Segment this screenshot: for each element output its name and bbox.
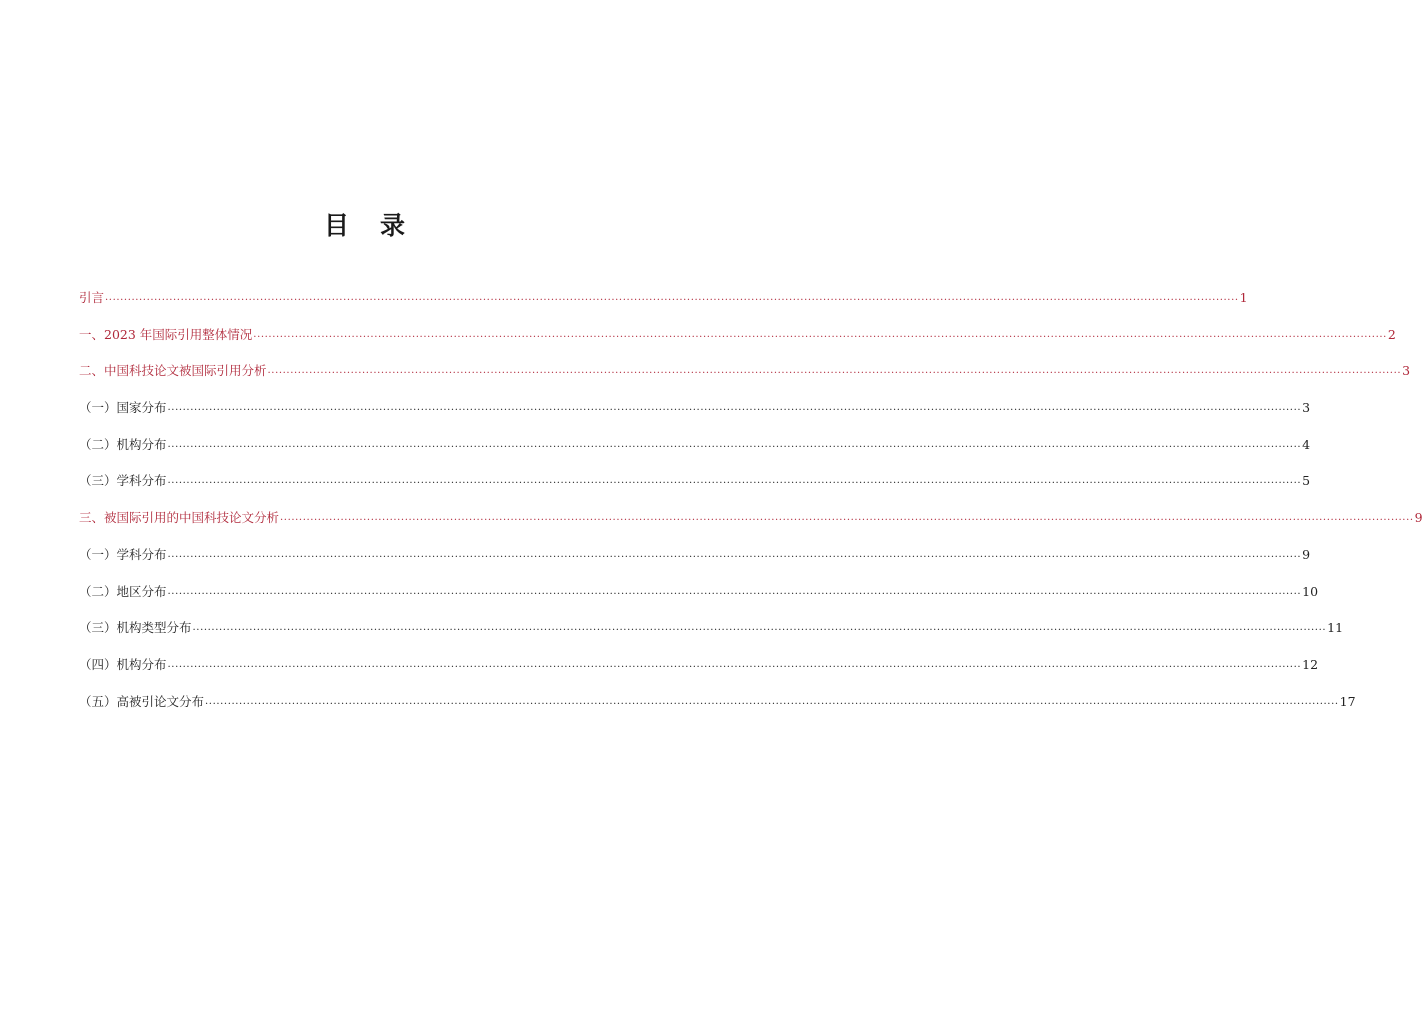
toc-entry[interactable] — [79, 362, 1411, 399]
toc-leader-dots: ............................................................................................................................................................................................................................................................................................................ — [105, 292, 1239, 303]
toc-page-number: 9 — [1302, 546, 1311, 562]
toc-leader-dots: ............................................................................................................................................................................................................................................................................................................ — [167, 438, 1302, 450]
toc-entry-text: 三、被国际引用的中国科技论文分析 — [79, 510, 280, 526]
toc-leader-dots: ............................................................................................................................................................................................................................................................................................................ — [167, 402, 1302, 414]
toc-entry[interactable] — [79, 399, 1311, 436]
toc-page-number: 9 — [1414, 510, 1423, 526]
toc-entry-text: （二）地区分布 — [79, 583, 167, 599]
toc-page-number: 4 — [1302, 436, 1311, 452]
toc-entry[interactable] — [79, 472, 1311, 509]
toc-page-number: 2 — [1387, 326, 1396, 342]
toc-entry[interactable] — [79, 436, 1311, 473]
toc-title-char-1: 目 — [323, 211, 350, 240]
toc-entry[interactable] — [79, 326, 1396, 363]
toc-page-number: 17 — [1339, 693, 1356, 709]
toc-page-number: 3 — [1302, 400, 1311, 416]
toc-leader-dots: ............................................................................................................................................................................................................................................................................................................ — [167, 548, 1302, 560]
toc-entry[interactable] — [79, 546, 1311, 583]
toc-leader-dots: ............................................................................................................................................................................................................................................................................................................ — [167, 585, 1302, 597]
toc-entry-text: 引言 — [79, 290, 105, 305]
toc-entry[interactable] — [79, 693, 1356, 730]
toc-leader-dots: ............................................................................................................................................................................................................................................................................................................ — [167, 658, 1302, 670]
toc-page-number: 11 — [1327, 620, 1344, 636]
toc-entry-text: （一）学科分布 — [79, 546, 167, 562]
toc-entry-text: 二、中国科技论文被国际引用分析 — [79, 363, 267, 379]
toc-entry[interactable] — [79, 509, 1423, 546]
toc-entry[interactable] — [79, 656, 1319, 693]
toc-leader-dots: ............................................................................................................................................................................................................................................................................................................ — [280, 512, 1414, 524]
toc-entry[interactable] — [79, 583, 1319, 620]
toc-entry[interactable] — [79, 289, 1248, 326]
toc-title-char-2: 录 — [380, 211, 407, 240]
toc-title — [0, 206, 730, 242]
toc-leader-dots: ............................................................................................................................................................................................................................................................................................................ — [167, 475, 1302, 487]
toc-entry-text: 一、2023 年国际引用整体情况 — [79, 326, 253, 342]
toc-page-number: 3 — [1402, 363, 1411, 379]
toc-entry-text: （二）机构分布 — [79, 436, 167, 452]
toc-leader-dots: ............................................................................................................................................................................................................................................................................................................ — [192, 622, 1327, 634]
toc-entry-text: （三）机构类型分布 — [79, 620, 192, 636]
toc-list — [79, 289, 1423, 729]
toc-page-number: 10 — [1302, 583, 1319, 599]
toc-entry-text: （三）学科分布 — [79, 473, 167, 489]
toc-entry[interactable] — [79, 619, 1344, 656]
toc-leader-dots: ............................................................................................................................................................................................................................................................................................................ — [253, 328, 1387, 340]
toc-page-number: 1 — [1239, 290, 1248, 305]
toc-leader-dots: ............................................................................................................................................................................................................................................................................................................ — [267, 365, 1402, 377]
toc-page-number: 5 — [1302, 473, 1311, 489]
toc-leader-dots: ............................................................................................................................................................................................................................................................................................................ — [205, 695, 1339, 707]
toc-entry-text: （五）高被引论文分布 — [79, 693, 205, 709]
toc-page-number: 12 — [1302, 656, 1319, 672]
toc-entry-text: （一）国家分布 — [79, 400, 167, 416]
toc-entry-text: （四）机构分布 — [79, 656, 167, 672]
